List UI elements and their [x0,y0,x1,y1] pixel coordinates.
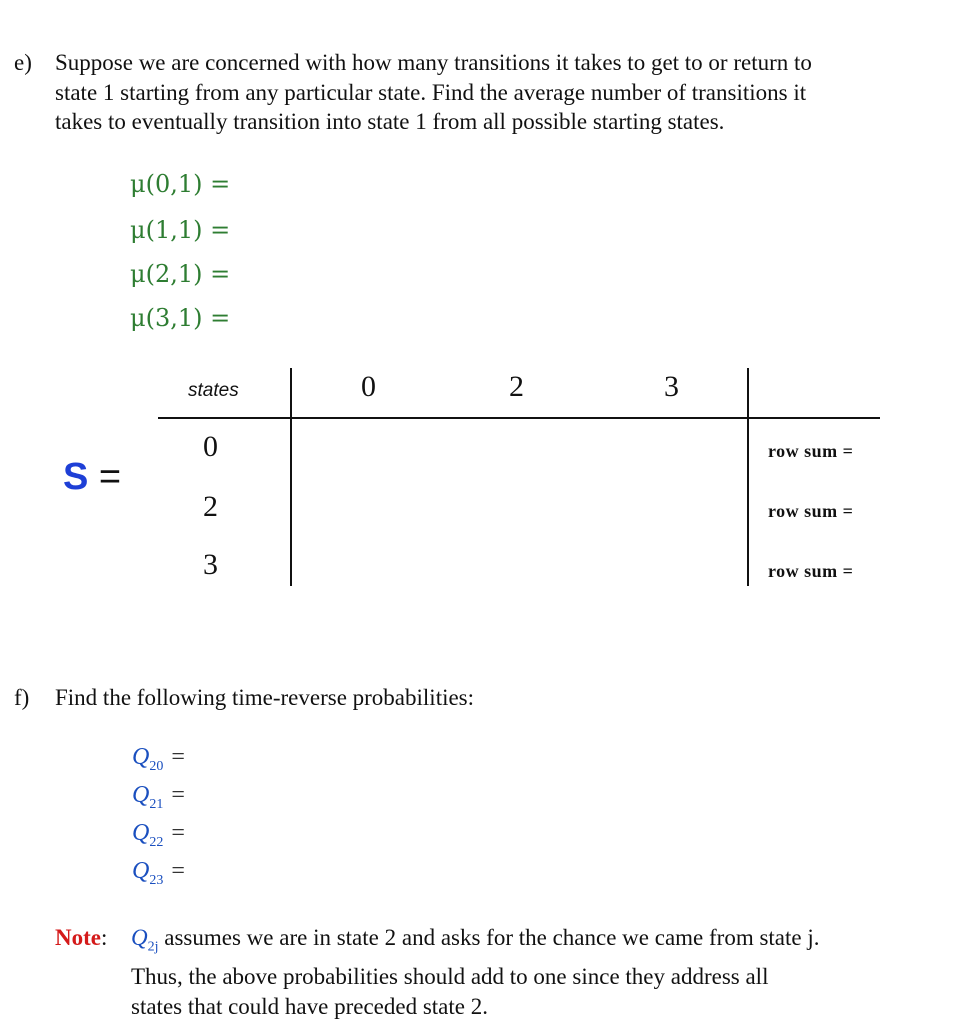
row-header: 3 [203,548,218,581]
q-23: $Q_{23}$ = [132,858,185,888]
note-line: $Q_{2j}$ assumes we are in state 2 and asks for the chance we came from state j. [131,925,820,955]
row-header: 2 [203,490,218,523]
matrix-equals: = [98,456,122,498]
matrix-name [63,456,121,499]
mu-3-1: μ(3,1) = [130,304,231,332]
part-e-line: takes to eventually transition into state 1 from all possible starting states. [55,109,725,134]
q-22: $Q_{22}$ = [132,820,185,850]
column-header: 0 [361,370,376,403]
part-e-line: Suppose we are concerned with how many transitions it takes to get to or return to [55,50,812,75]
part-e-question [55,48,935,137]
note-line: states that could have preceded state 2. [131,993,488,1019]
part-e-label: e) [14,50,32,75]
table-right-divider [747,368,749,586]
q-21: $Q_{21}$ = [132,782,185,812]
part-e-line: state 1 starting from any particular state. Find the average number of transitions it [55,79,807,105]
mu-0-1: μ(0,1) = [130,170,231,198]
row-sum-label: row sum = [768,561,854,581]
row-header: 0 [203,430,218,463]
table-header-rule [158,417,880,419]
states-header: states [188,380,239,401]
note-text [131,923,951,1021]
row-sum-label: row sum = [768,501,854,521]
table-left-divider [290,368,292,586]
mu-1-1: μ(1,1) = [130,216,231,244]
part-f-question: Find the following time-reverse probabilities: [55,685,475,710]
note-line: Thus, the above probabilities should add to one since they address all [131,964,769,990]
column-header: 2 [509,370,524,403]
mu-2-1: μ(2,1) = [130,260,231,288]
part-f-label: f) [14,685,30,710]
column-header: 3 [664,370,679,403]
note-label: Note: [55,925,108,950]
matrix-symbol: S [63,456,89,498]
q-20: $Q_{20}$ = [132,744,185,774]
row-sum-label: row sum = [768,441,854,461]
